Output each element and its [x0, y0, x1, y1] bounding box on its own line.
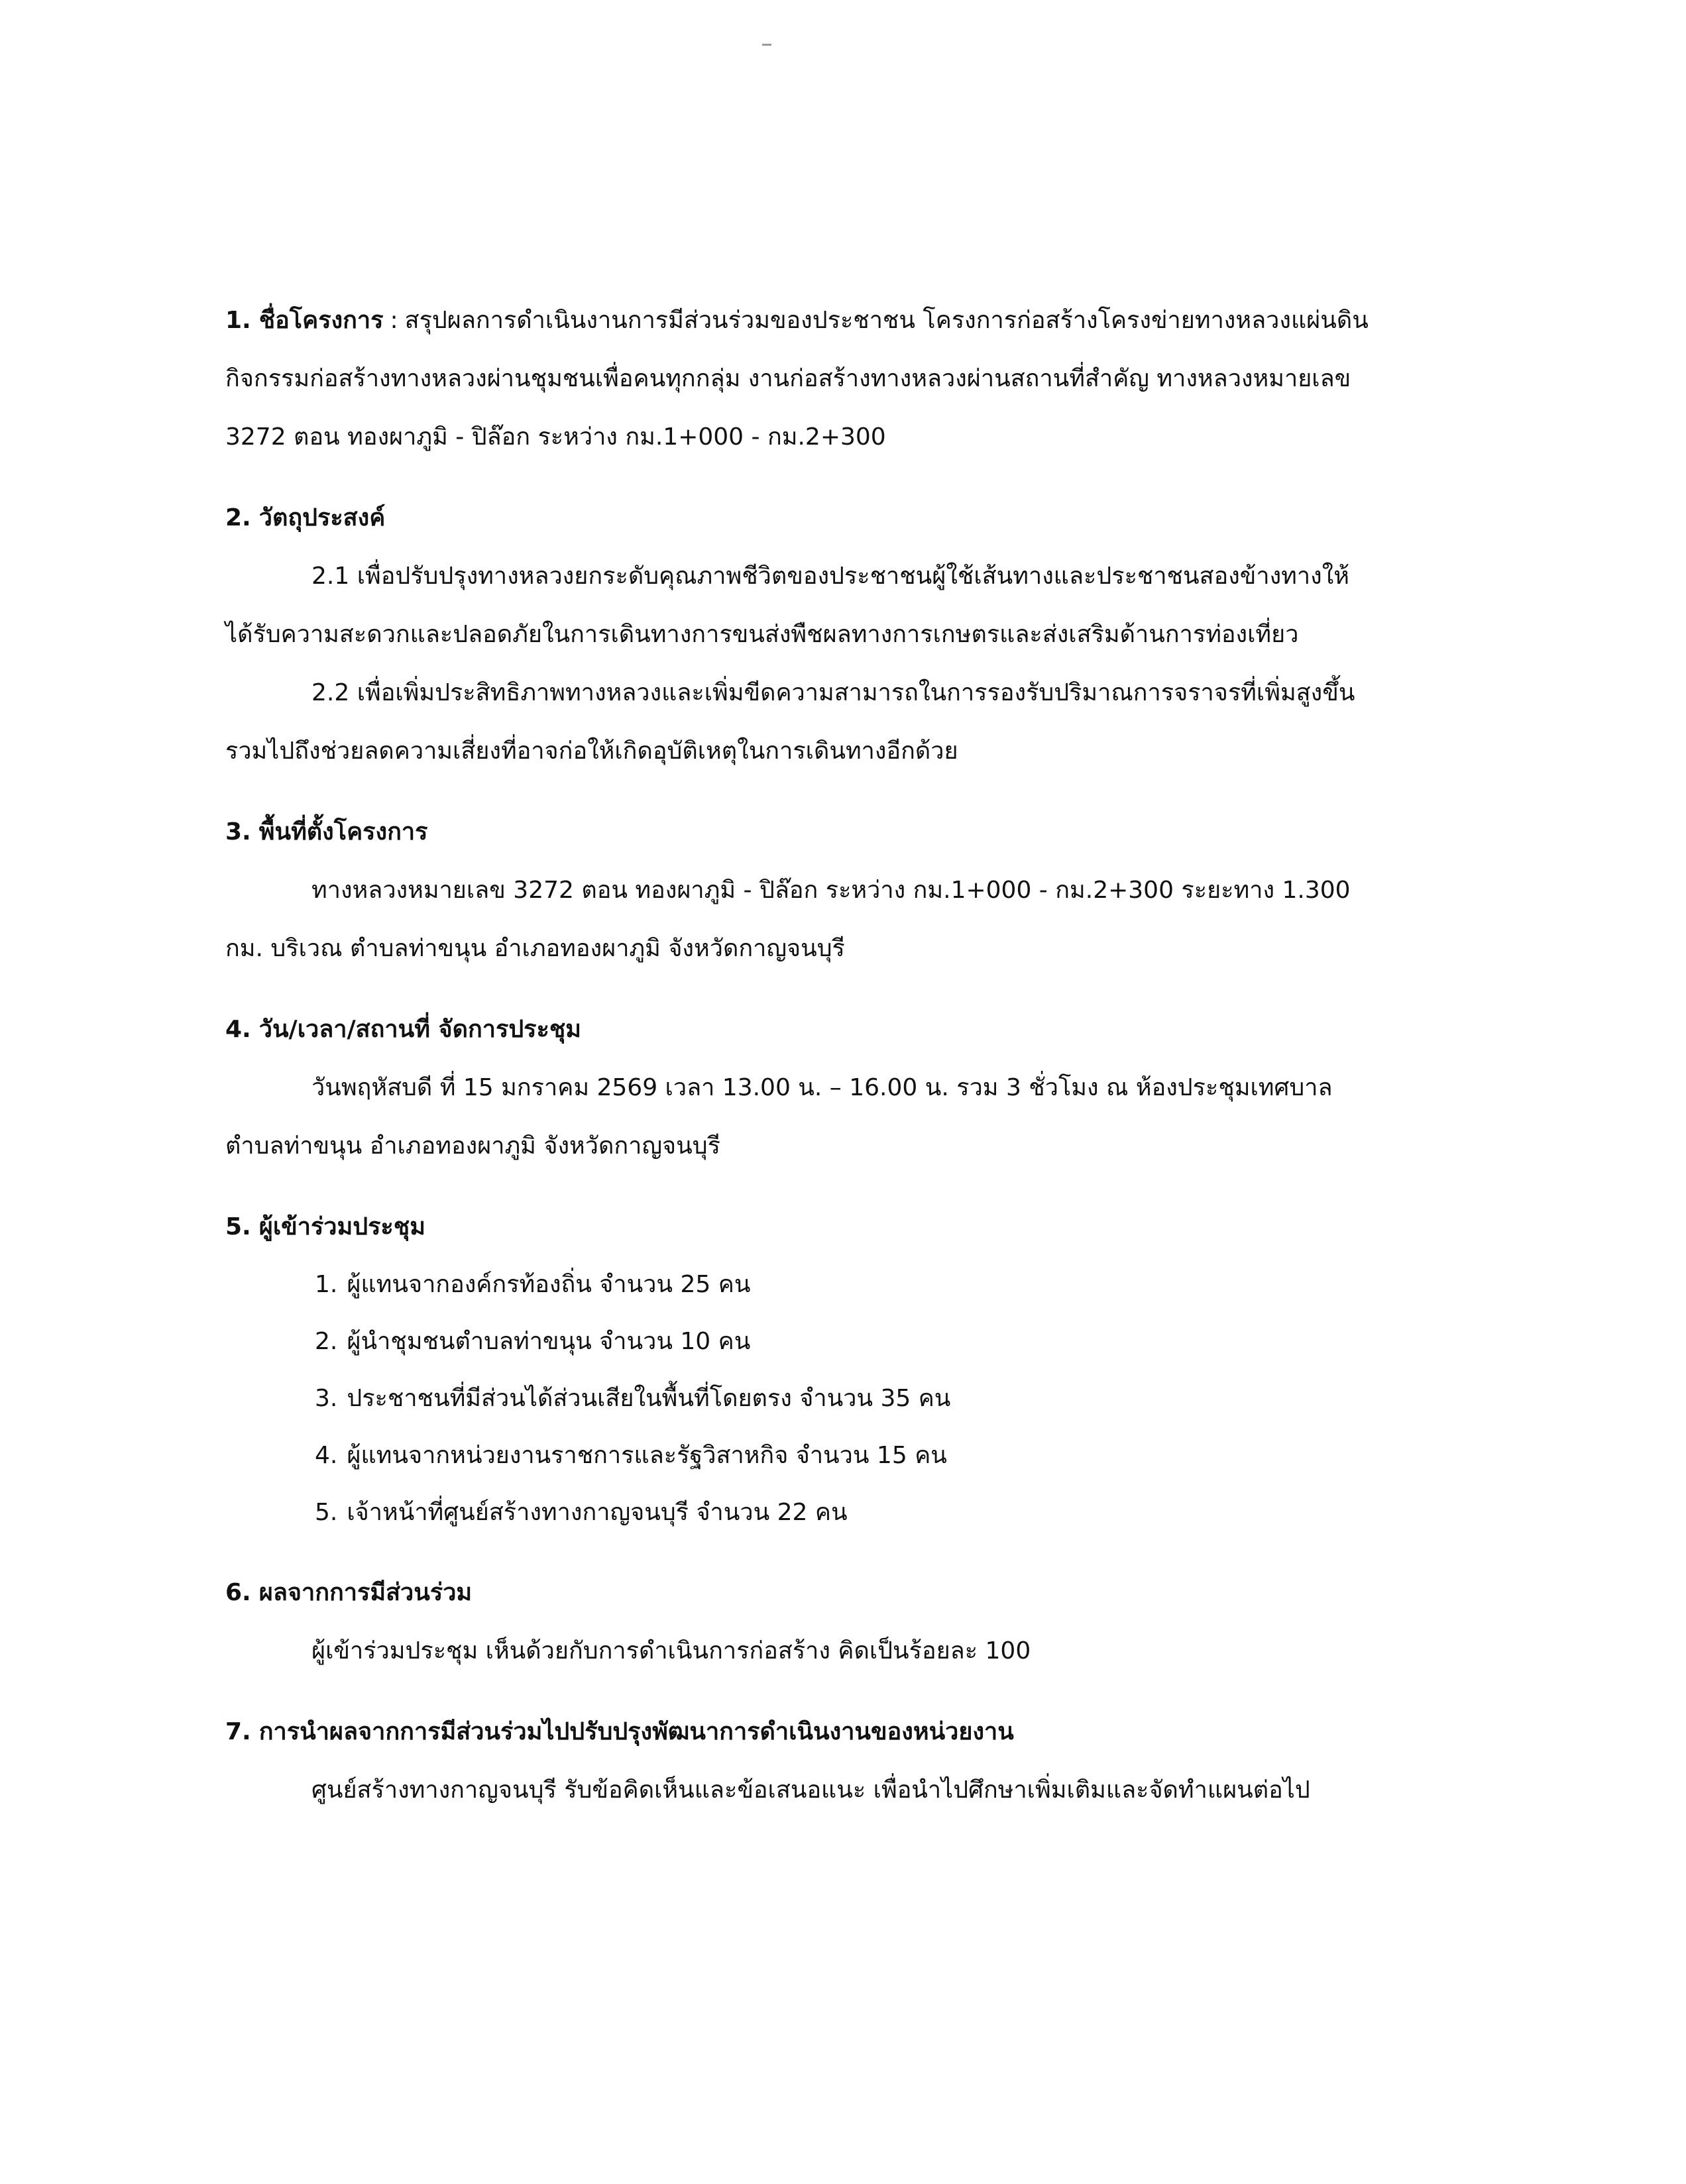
result-line: ผู้เข้าร่วมประชุม เห็นด้วยกับการดำเนินการก่อสร้าง คิดเป็นร้อยละ 100 [311, 1637, 1031, 1665]
section-title: ผู้เข้าร่วมประชุม [258, 1213, 425, 1240]
section-participation-result [225, 1564, 1471, 1680]
section-heading [225, 1703, 1471, 1761]
section-heading [225, 1198, 1471, 1256]
item-text: เจ้าหน้าที่ศูนย์สร้างทางกาญจนบุรี จำนวน 22 คน [347, 1499, 848, 1526]
attendee-list [225, 1256, 1471, 1541]
section-number: 5. [225, 1213, 251, 1240]
item-number: 4. [315, 1442, 338, 1469]
section-project-location [225, 803, 1471, 978]
item-text: ผู้แทนจากหน่วยงานราชการและรัฐวิสาหกิจ จำนวน 15 คน [347, 1442, 947, 1469]
item-text: ผู้แทนจากองค์กรท้องถิ่น จำนวน 25 คน [347, 1271, 751, 1298]
section-heading [225, 1001, 1471, 1059]
list-item [225, 1484, 1471, 1541]
section-title: ชื่อโครงการ [258, 307, 384, 334]
section-heading [225, 803, 1471, 861]
section-text-line: 3272 ตอน ทองผาภูมิ - ปิล๊อก ระหว่าง กม.1+000 - กม.2+300 [225, 423, 886, 451]
section-title: วัตถุประสงค์ [258, 504, 386, 531]
item-number: 1. [315, 1271, 338, 1298]
section-number: 2. [225, 504, 251, 531]
section-improvement [225, 1703, 1471, 1820]
section-objectives [225, 489, 1471, 781]
section-text-line: กิจกรรมก่อสร้างทางหลวงผ่านชุมชนเพื่อคนทุกกลุ่ม งานก่อสร้างทางหลวงผ่านสถานที่สำคัญ ทางหลวงหมายเลข [225, 365, 1351, 392]
objective-line: 2.1 เพื่อปรับปรุงทางหลวงยกระดับคุณภาพชีวิตของประชาชนผู้ใช้เส้นทางและประชาชนสองข้างทางให้ [311, 563, 1349, 590]
schedule-line: ตำบลท่าขนุน อำเภอทองผาภูมิ จังหวัดกาญจนบุรี [225, 1132, 720, 1160]
objective-line: 2.2 เพื่อเพิ่มประสิทธิภาพทางหลวงและเพิ่มขีดความสามารถในการรองรับปริมาณการจราจรที่เพิ่มสูงขึ้น [311, 679, 1355, 706]
item-text: ประชาชนที่มีส่วนได้ส่วนเสียในพื้นที่โดยตรง จำนวน 35 คน [347, 1385, 951, 1412]
section-number: 7. [225, 1718, 251, 1745]
list-item [225, 1313, 1471, 1370]
objective-line: รวมไปถึงช่วยลดความเสี่ยงที่อาจก่อให้เกิดอุบัติเหตุในการเดินทางอีกด้วย [225, 737, 958, 765]
section-number: 4. [225, 1016, 251, 1043]
section-title: ผลจากการมีส่วนร่วม [258, 1579, 473, 1606]
section-heading [225, 489, 1471, 547]
section-number: 3. [225, 818, 251, 846]
improvement-line: ศูนย์สร้างทางกาญจนบุรี รับข้อคิดเห็นและข้อเสนอแนะ เพื่อนำไปศึกษาเพิ่มเติมและจัดทำแผนต่อไป [311, 1776, 1310, 1804]
section-number: 1. [225, 307, 251, 334]
heading-separator: : [390, 307, 398, 334]
location-line: กม. บริเวณ ตำบลท่าขนุน อำเภอทองผาภูมิ จังหวัดกาญจนบุรี [225, 935, 845, 962]
location-line: ทางหลวงหมายเลข 3272 ตอน ทองผาภูมิ - ปิล๊อก ระหว่าง กม.1+000 - กม.2+300 ระยะทาง 1.300 [311, 877, 1351, 904]
section-heading [225, 292, 1471, 350]
item-number: 3. [315, 1385, 338, 1412]
item-number: 2. [315, 1328, 338, 1355]
section-title: พื้นที่ตั้งโครงการ [258, 818, 428, 846]
list-item [225, 1427, 1471, 1484]
section-meeting-schedule [225, 1001, 1471, 1175]
section-title: วัน/เวลา/สถานที่ จัดการประชุม [258, 1016, 582, 1043]
section-heading [225, 1564, 1471, 1622]
document-body [225, 292, 1471, 1820]
list-item [225, 1256, 1471, 1313]
scan-mark [762, 44, 771, 46]
objective-line: ได้รับความสะดวกและปลอดภัยในการเดินทางการขนส่งพืชผลทางการเกษตรและส่งเสริมด้านการท่องเที่ยว [225, 621, 1299, 648]
item-number: 5. [315, 1499, 338, 1526]
schedule-line: วันพฤหัสบดี ที่ 15 มกราคม 2569 เวลา 13.00 น. – 16.00 น. รวม 3 ชั่วโมง ณ ห้องประชุมเทศบาล [311, 1074, 1333, 1101]
item-text: ผู้นำชุมชนตำบลท่าขนุน จำนวน 10 คน [347, 1328, 751, 1355]
list-item [225, 1370, 1471, 1427]
section-project-name [225, 292, 1471, 466]
section-text-line: สรุปผลการดำเนินงานการมีส่วนร่วมของประชาชน โครงการก่อสร้างโครงข่ายทางหลวงแผ่นดิน [404, 307, 1369, 334]
section-number: 6. [225, 1579, 251, 1606]
section-attendees [225, 1198, 1471, 1541]
section-title: การนำผลจากการมีส่วนร่วมไปปรับปรุงพัฒนาการดำเนินงานของหน่วยงาน [258, 1718, 1014, 1745]
